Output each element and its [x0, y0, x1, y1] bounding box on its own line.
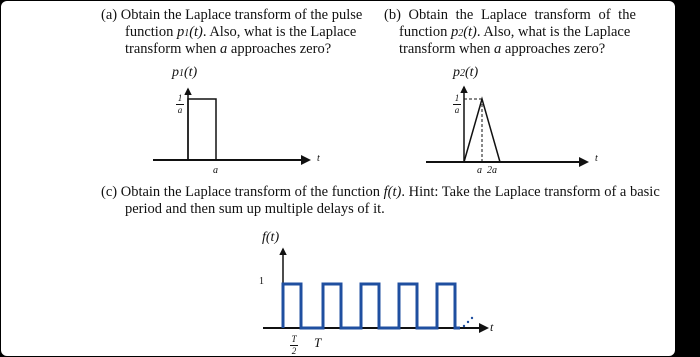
graph-c-continuation-dot [463, 325, 465, 327]
part-a-line1: (a) Obtain the Laplace transform of the pulse [101, 7, 363, 23]
graph-c-y-tick: 1 [259, 276, 264, 287]
graph-a-pulse [188, 99, 216, 160]
part-a-line2: function p1(t). Also, what is the Laplace [125, 24, 357, 40]
graph-c-x-tick-period: T [314, 335, 322, 350]
part-b-line3: transform when a approaches zero? [399, 41, 606, 57]
graph-a-x-axis-label: t [317, 153, 320, 164]
part-b-line2: function p2(t). Also, what is the Laplace [399, 24, 631, 40]
part-c-line1: (c) Obtain the Laplace transform of the function f(t). Hint: Take the Laplace transform of a basic [101, 184, 660, 200]
graph-b-x-ticks: a 2a [477, 165, 497, 176]
graph-b-ylabel: p2(t) [453, 65, 479, 80]
graph-c-continuation-dot [467, 321, 469, 323]
part-c-line2: period and then sum up multiple delays of it. [125, 201, 385, 217]
problem-page [1, 1, 675, 356]
graph-a-ylabel: p1(t) [172, 65, 198, 80]
graph-c-x-tick-half-period: T 2 [291, 334, 297, 356]
graph-c-square-wave [283, 284, 460, 328]
graph-a-x-tick: a [213, 165, 218, 176]
graph-c-x-axis-label: t [490, 320, 494, 334]
graph-b-height-fraction: 1 a [454, 93, 460, 115]
graph-b-x-axis-label: t [595, 153, 598, 164]
part-b-line1: (b) Obtain the Laplace transform of the [384, 7, 636, 23]
graph-c-ylabel: f(t) [262, 230, 280, 245]
graph-c-continuation-dot [471, 317, 473, 319]
graph-a [153, 89, 309, 160]
figures-svg [1, 1, 675, 356]
graph-c [263, 249, 487, 328]
part-a-line3: transform when a approaches zero? [125, 41, 332, 57]
graph-b [426, 87, 587, 162]
graph-a-height-fraction: 1 a [177, 93, 183, 115]
